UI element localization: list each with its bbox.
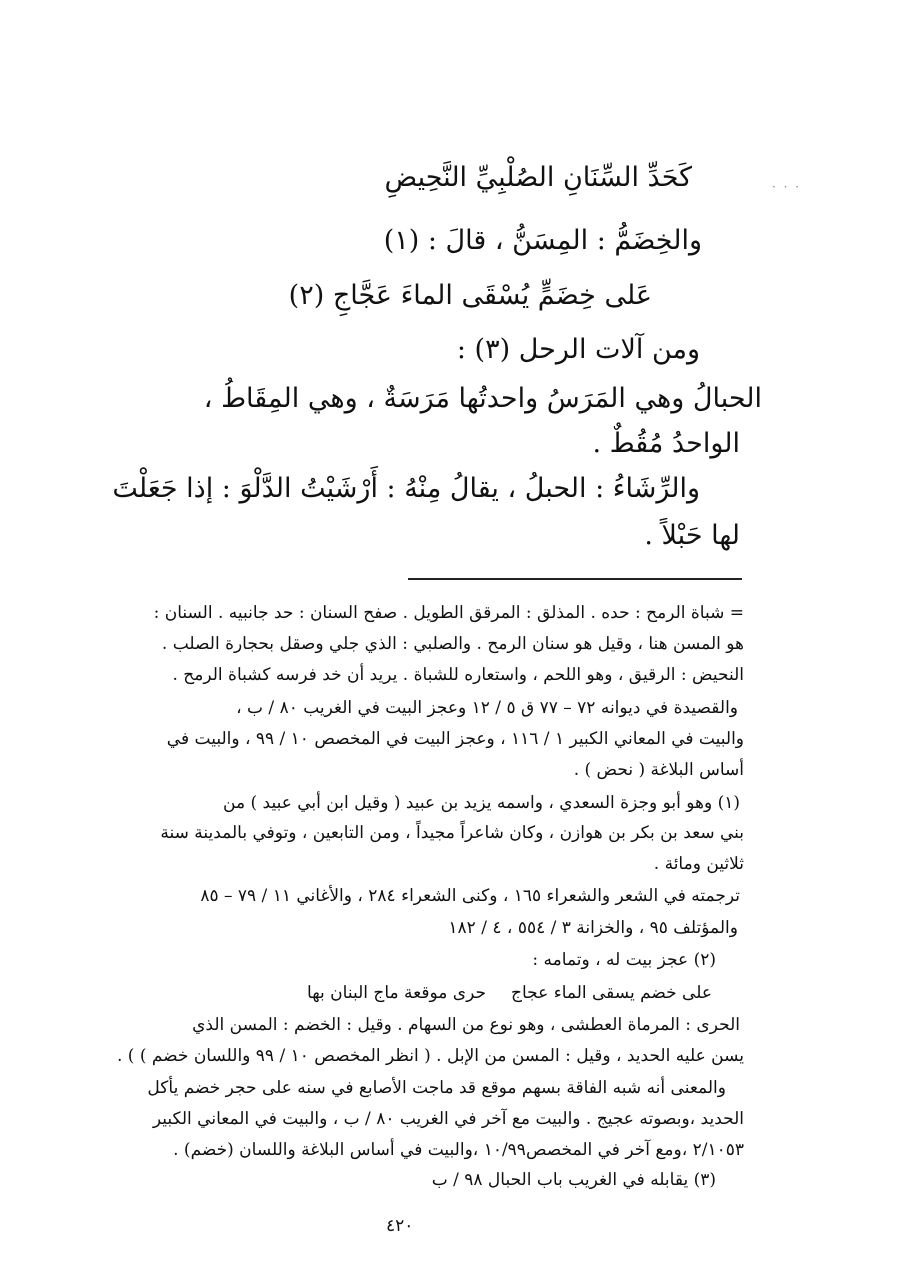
footnote-line: والقصيدة في ديوانه ٧٢ – ٧٧ ق ٥ / ١٢ وعجز البيت في الغريب ٨٠ / ب ، [236,698,738,718]
footnote-line: والبيت في المعاني الكبير ١ / ١١٦ ، وعجز البيت في المخصص ١٠ / ٩٩ ، والبيت في [166,729,744,749]
footnote-line: الحرى : المرماة العطشى ، وهو نوع من السهام . وقيل : الخضم : المسن الذي [192,1015,740,1035]
footnote-3-start: (٣) يقابله في الغريب باب الحبال ٩٨ / ب [431,1170,716,1190]
footnote-line: ترجمته في الشعر والشعراء ١٦٥ ، وكنى الشعراء ٢٨٤ ، والأغاني ١١ / ٧٩ – ٨٥ [200,886,740,906]
footnote-line: بني سعد بن بكر بن هوازن ، وكان شاعراً مجيداً ، ومن التابعين ، وتوفي بالمدينة سنة [160,823,744,843]
footnote-line: والمعنى أنه شبه الفاقة بسهم موقع قد ماجت الأصابع في سنه على حجر خضم يأكل [147,1078,726,1098]
footnote-couplet-second-hemistich: على خضم يسقى الماء عجاج [511,983,712,1003]
footnote-line: ٢/١٠٥٣ ،ومع آخر في المخصص١٠/٩٩ ،والبيت في أساس البلاغة واللسان (خضم) . [173,1140,744,1160]
verse-line-2: عَلى خِضَمٍّ يُسْقَى الماءَ عَجَّاجِ (٢) [288,280,652,311]
main-line-7: والرِّشَاءُ : الحبلُ ، يقالُ مِنْهُ : أَرْشَيْتُ الدَّلْوَ : إذا جَعَلْتَ [112,473,700,504]
main-line-6: الواحدُ مُقُطٌ . [592,428,740,459]
main-line-5: الحبالُ وهي المَرَسُ واحدتُها مَرَسَةٌ ، وهي المِقَاطُ ، [203,383,762,414]
main-line-8: لها حَبْلاً . [644,520,740,551]
footnote-1-start: (١) وهو أبو وجزة السعدي ، واسمه يزيد بن عبيد ( وقيل ابن أبي عبيد ) من [223,793,740,813]
footnote-line: والمؤتلف ٩٥ ، والخزانة ٣ / ٥٥٤ ، ٤ / ١٨٢ [448,918,738,938]
margin-specks: · · · [772,180,802,194]
footnote-line: ثلاثين ومائة . [653,854,744,874]
footnote-2-start: (٢) عجز بيت له ، وتمامه : [532,950,716,970]
main-line-4: ومن آلات الرحل (٣) : [456,334,700,365]
page-number: ٤٢٠ [386,1216,414,1236]
footnote-line: يسن عليه الحديد ، وقيل : المسن من الإبل . ( انظر المخصص ١٠ / ٩٩ واللسان خضم ) ) . [116,1046,744,1066]
footnote-line: هو المسن هنا ، وقيل هو سنان الرمح . والصلبي : الذي جلي وصقل بحجارة الصلب . [161,634,744,654]
verse-line-1: كَحَدِّ السِّنَانِ الصُلْبِيِّ النَّحِيضِ [384,162,692,193]
footnote-couplet-first-hemistich: حرى موقعة ماج البنان بها [307,983,486,1003]
footnote-line: النحيض : الرقيق ، وهو اللحم ، واستعاره للشباة . يريد أن خد فرسه كشباة الرمح . [172,665,744,685]
footnote-separator [408,578,742,580]
footnote-line: أساس البلاغة ( نحض ) . [573,760,744,780]
main-line-2: والخِضَمُّ : المِسَنُّ ، قالَ : (١) [383,225,702,256]
footnote-line: = شباة الرمح : حده . المذلق : المرقق الطويل . صفح السنان : حد جانبيه . السنان : [153,603,744,623]
footnote-line: الحديد ،وبصوته عجيج . والبيت مع آخر في الغريب ٨٠ / ب ، والبيت في المعاني الكبير [152,1109,744,1129]
